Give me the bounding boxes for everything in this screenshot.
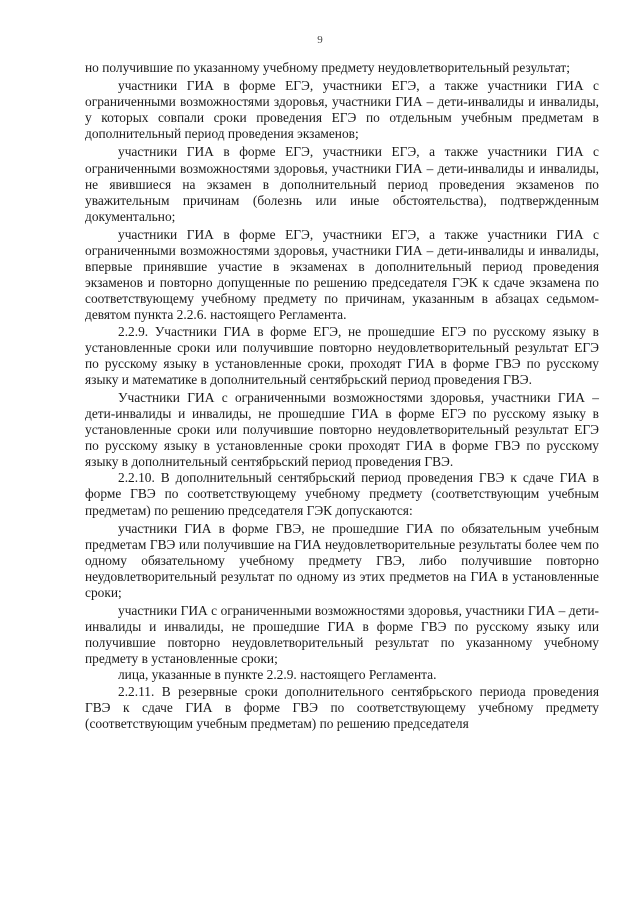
paragraph: участники ГИА с ограниченными возможностями здоровья, участники ГИА – дети-инвалиды и инвалиды, не прошедшие ГИА в форме ГВЭ по русскому языку или получившие повторно неудовлетворительный результат по указанному учебному предмету в установленные сроки;: [85, 603, 599, 667]
page-number: 9: [317, 34, 323, 46]
paragraph: участники ГИА в форме ЕГЭ, участники ЕГЭ, а также участники ГИА с ограниченными возможностями здоровья, участники ГИА – дети-инвалиды и инвалиды, у которых совпали сроки проведения ЕГЭ по отдельным учебным предметам в дополнительный период проведения экзаменов;: [85, 78, 599, 142]
document-body: [85, 60, 599, 732]
paragraph: 2.2.10. В дополнительный сентябрьский период проведения ГВЭ к сдаче ГИА в форме ГВЭ по соответствующему учебному предмету (соответствующим учебным предметам) по решению председателя ГЭК допускаются:: [85, 470, 599, 518]
paragraph: участники ГИА в форме ЕГЭ, участники ЕГЭ, а также участники ГИА с ограниченными возможностями здоровья, участники ГИА – дети-инвалиды и инвалиды, не явившиеся на экзамен в дополнительный период проведения экзаменов по уважительным причинам (болезнь или иные обстоятельства), подтвержденным документально;: [85, 144, 599, 224]
paragraph: Участники ГИА с ограниченными возможностями здоровья, участники ГИА – дети-инвалиды и инвалиды, не прошедшие ГИА в форме ЕГЭ по русскому языку в установленные сроки или получившие повторно неудовлетворительный результат ЕГЭ по русскому языку в установленные сроки проходят ГИА в форме ГВЭ по русскому языку в дополнительный сентябрьский период проведения ГВЭ.: [85, 389, 599, 470]
paragraph: участники ГИА в форме ГВЭ, не прошедшие ГИА по обязательным учебным предметам ГВЭ или получившие на ГИА неудовлетворительные результаты более чем по одному обязательному учебному предмету ГВЭ, либо получившие повторно неудовлетворительный результат по одному из этих предметов на ГИА в установленные сроки;: [85, 520, 599, 600]
paragraph: но получившие по указанному учебному предмету неудовлетворительный результат;: [85, 60, 571, 75]
paragraph: лица, указанные в пункте 2.2.9. настоящего Регламента.: [118, 667, 437, 683]
paragraph: участники ГИА в форме ЕГЭ, участники ЕГЭ, а также участники ГИА с ограниченными возможностями здоровья, участники ГИА – дети-инвалиды и инвалиды, впервые принявшие участие в экзаменах в дополнительный период проведения экзаменов и повторно допущенные по решению председателя ГЭК к сдаче экзамена по соответствующему учебному предмету по причинам, указанным в абзацах седьмом-девятом пункта 2.2.6. настоящего Регламента.: [85, 226, 599, 323]
paragraph: 2.2.11. В резервные сроки дополнительного сентябрьского периода проведения ГВЭ к сдаче ГИА в форме ГВЭ по соответствующему учебному предмету (соответствующим учебным предметам) по решению председателя: [85, 683, 599, 731]
paragraph: 2.2.9. Участники ГИА в форме ЕГЭ, не прошедшие ЕГЭ по русскому языку в установленные сроки или получившие повторно неудовлетворительный результат ЕГЭ по русскому языку в установленные сроки, проходят ГИА в форме ГВЭ по русскому языку и математике в дополнительный сентябрьский период проведения ГВЭ.: [85, 323, 599, 387]
